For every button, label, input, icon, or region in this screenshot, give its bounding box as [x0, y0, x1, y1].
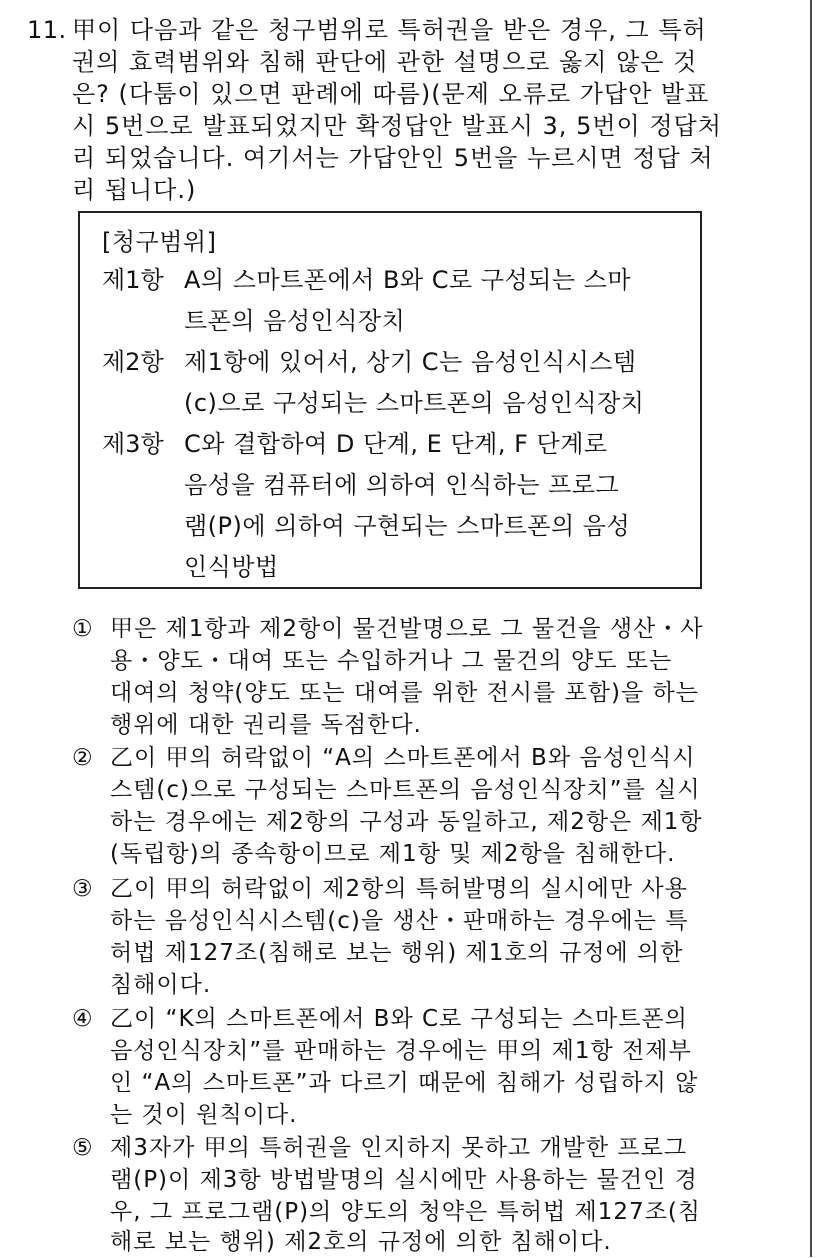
option-text-line: 용・양도・대여 또는 수입하거나 그 물건의 양도 또는: [110, 648, 673, 674]
option-text-line: 음성인식장치”를 판매하는 경우에는 甲의 제1항 전제부: [110, 1038, 692, 1064]
question-text-line: 甲이 다음과 같은 청구범위로 특허권을 받은 경우, 그 특허: [72, 16, 707, 44]
claim-text-line: C와 결합하여 D 단계, E 단계, F 단계로: [184, 430, 608, 458]
question-number: 11.: [27, 16, 67, 44]
claim-label: 제2항: [102, 348, 164, 376]
option-text-line: 제3자가 甲의 특허권을 인지하지 못하고 개발한 프로그: [110, 1135, 688, 1161]
option-text-line: 램(P)이 제3항 방법발명의 실시에만 사용하는 물건인 경: [110, 1167, 698, 1193]
option-text-line: 는 것이 원칙이다.: [110, 1102, 298, 1128]
option-text-line: 인 “A의 스마트폰”과 다르기 때문에 침해가 성립하지 않: [110, 1070, 699, 1096]
claim-text-line: 제1항에 있어서, 상기 C는 음성인식시스템: [184, 348, 637, 376]
option-number-5: ⑤: [72, 1135, 93, 1161]
question-text-line: 리 됩니다.): [72, 176, 197, 204]
claim-text-line: 음성을 컴퓨터에 의하여 인식하는 프로그: [184, 471, 620, 499]
claim-text-line: (c)으로 구성되는 스마트폰의 음성인식장치: [184, 389, 645, 417]
claims-box: [78, 211, 702, 589]
claim-label: 제1항: [102, 266, 164, 294]
option-text-line: 乙이 “K의 스마트폰에서 B와 C로 구성되는 스마트폰의: [110, 1006, 688, 1032]
option-text-line: 乙이 甲의 허락없이 “A의 스마트폰에서 B와 음성인식시: [110, 745, 696, 771]
option-text-line: 해로 보는 행위) 제2호의 규정에 의한 침해이다.: [110, 1229, 612, 1255]
claim-text-line: 램(P)에 의하여 구현되는 스마트폰의 음성: [184, 512, 631, 540]
option-number-3: ③: [72, 876, 93, 902]
option-text-line: 乙이 甲의 허락없이 제2항의 특허발명의 실시에만 사용: [110, 876, 688, 902]
option-number-1: ①: [72, 616, 93, 642]
claims-header: [청구범위]: [102, 228, 217, 256]
option-text-line: 우, 그 프로그램(P)의 양도의 청약은 특허법 제127조(침: [110, 1199, 702, 1225]
question-text-line: 리 되었습니다. 여기서는 가답안인 5번을 누르시면 정답 처: [72, 144, 714, 172]
option-text-line: 甲은 제1항과 제2항이 물건발명으로 그 물건을 생산・사: [110, 616, 704, 642]
option-text-line: 하는 음성인식시스템(c)을 생산・판매하는 경우에는 특: [110, 908, 689, 934]
page-right-border: [810, 0, 812, 1257]
option-number-2: ②: [72, 745, 93, 771]
claim-text-line: 인식방법: [184, 553, 279, 581]
option-text-line: 행위에 대한 권리를 독점한다.: [110, 712, 422, 738]
option-number-4: ④: [72, 1006, 93, 1032]
claim-label: 제3항: [102, 430, 164, 458]
question-text-line: 은? (다툼이 있으면 판례에 따름)(문제 오류로 가답안 발표: [72, 80, 710, 108]
option-text-line: 허법 제127조(침해로 보는 행위) 제1호의 규정에 의한: [110, 940, 684, 966]
option-text-line: 대여의 청약(양도 또는 대여를 위한 전시를 포함)을 하는: [110, 680, 699, 706]
option-text-line: (독립항)의 종속항이므로 제1항 및 제2항을 침해한다.: [110, 841, 676, 867]
claim-text-line: A의 스마트폰에서 B와 C로 구성되는 스마: [184, 266, 632, 294]
claim-text-line: 트폰의 음성인식장치: [184, 307, 406, 335]
question-text-line: 권의 효력범위와 침해 판단에 관한 설명으로 옳지 않은 것: [72, 48, 698, 76]
option-text-line: 침해이다.: [110, 972, 212, 998]
option-text-line: 하는 경우에는 제2항의 구성과 동일하고, 제2항은 제1항: [110, 809, 703, 835]
question-text-line: 시 5번으로 발표되었지만 확정답안 발표시 3, 5번이 정답처: [72, 112, 722, 140]
option-text-line: 스템(c)으로 구성되는 스마트폰의 음성인식장치”를 실시: [110, 777, 701, 803]
